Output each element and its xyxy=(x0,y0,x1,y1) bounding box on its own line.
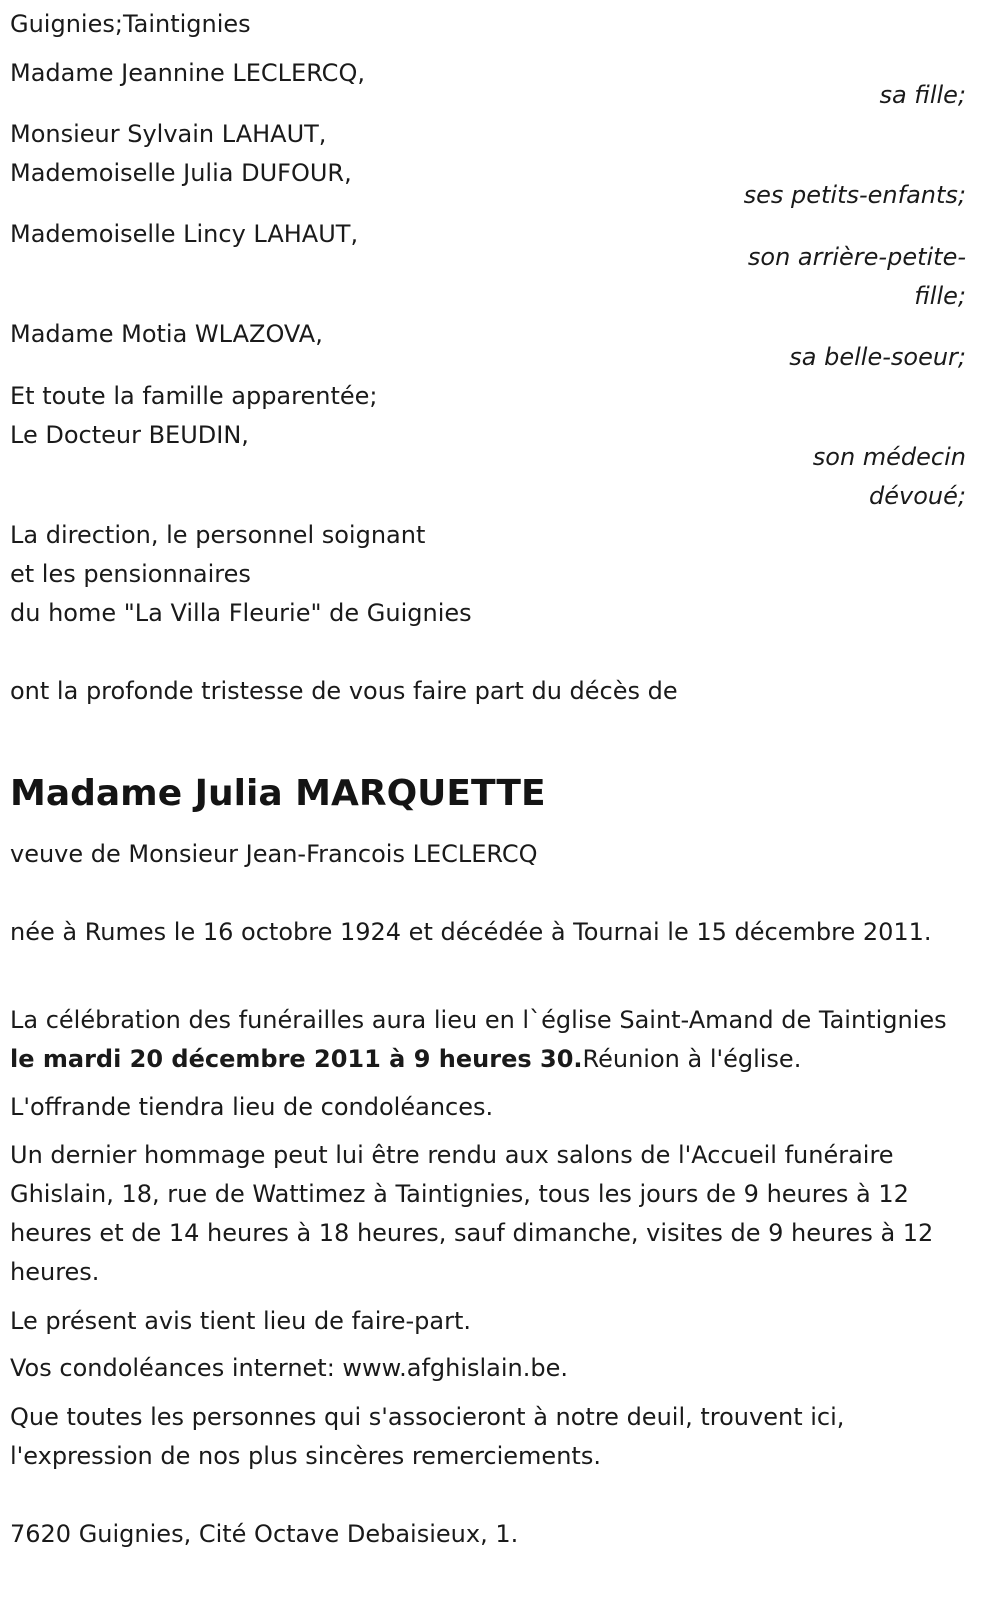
family-role-grandchildren xyxy=(744,176,966,215)
notice-text: Le présent avis tient lieu de faire-part. xyxy=(10,1307,472,1335)
condolences-text: Vos condoléances internet: www.afghislain.be. xyxy=(10,1354,569,1382)
tribute-text: Un dernier hommage peut lui être rendu aux salons de l'Accueil funéraire Ghislain, 18, rue de Wattimez à Taintignies, tous les jours de 9 heures à 12 heures et de 14 heures à 18 heures, sauf dimanche, visites de 9 heures à 12 heures. xyxy=(10,1141,934,1286)
family-name: Madame Motia WLAZOVA, xyxy=(10,320,323,348)
funeral-paragraph xyxy=(10,1001,970,1079)
role-label: dévoué; xyxy=(869,482,966,510)
address-text: 7620 Guignies, Cité Octave Debaisieux, 1. xyxy=(10,1520,519,1548)
header-location: Guignies;Taintignies xyxy=(10,10,251,38)
widow-of-text: veuve de Monsieur Jean-Francois LECLERCQ xyxy=(10,840,538,868)
funeral-intro: La célébration des funérailles aura lieu en l`église Saint-Amand de Taintignies xyxy=(10,1006,947,1034)
funeral-meeting: Réunion à l'église. xyxy=(582,1045,802,1073)
thanks-text: Que toutes les personnes qui s'associeront à notre deuil, trouvent ici, l'expression de nos plus sincères remerciements. xyxy=(10,1403,845,1470)
announcement-text: ont la profonde tristesse de vous faire part du décès de xyxy=(10,677,678,705)
family-group-care-home xyxy=(10,516,970,633)
family-role-great-granddaughter xyxy=(748,238,966,316)
family-name: Madame Jeannine LECLERCQ, xyxy=(10,59,365,87)
role-label: sa fille; xyxy=(879,81,966,109)
offering-text: L'offrande tiendra lieu de condoléances. xyxy=(10,1093,494,1121)
role-label: ses petits-enfants; xyxy=(743,181,966,209)
role-label: sa belle-soeur; xyxy=(789,343,966,371)
family-name: La direction, le personnel soignant xyxy=(10,521,426,549)
family-name: Mademoiselle Lincy LAHAUT, xyxy=(10,220,359,248)
family-role-doctor xyxy=(813,438,966,516)
family-name: et les pensionnaires xyxy=(10,560,251,588)
family-name: Monsieur Sylvain LAHAUT, xyxy=(10,120,327,148)
family-name: Mademoiselle Julia DUFOUR, xyxy=(10,159,352,187)
deceased-name: Madame Julia MARQUETTE xyxy=(10,773,546,814)
family-name: Et toute la famille apparentée; xyxy=(10,382,378,410)
role-label: son médecin xyxy=(812,443,966,471)
family-group-daughter xyxy=(10,54,970,93)
family-role-daughter xyxy=(879,76,966,115)
family-role-sister-in-law xyxy=(789,338,966,377)
family-name: Le Docteur BEUDIN, xyxy=(10,421,249,449)
funeral-datetime: le mardi 20 décembre 2011 à 9 heures 30. xyxy=(10,1045,583,1073)
birth-death-text: née à Rumes le 16 octobre 1924 et décédée à Tournai le 15 décembre 2011. xyxy=(10,918,932,946)
role-label: fille; xyxy=(914,282,966,310)
family-name: du home "La Villa Fleurie" de Guignies xyxy=(10,599,472,627)
role-label: son arrière-petite- xyxy=(747,243,966,271)
